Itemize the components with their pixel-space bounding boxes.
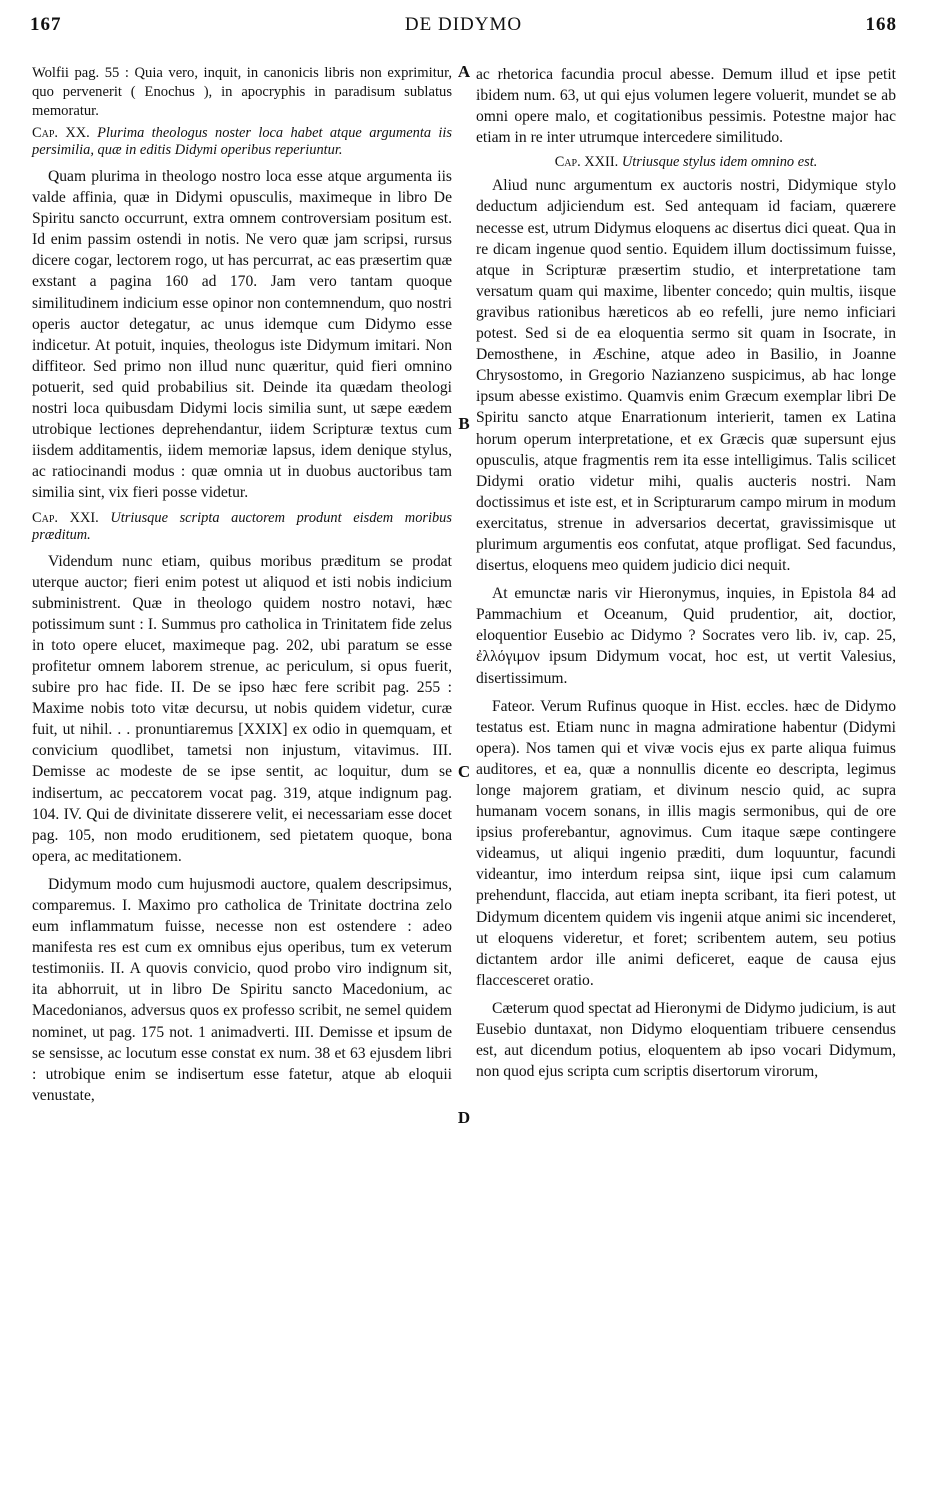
paragraph: Fateor. Verum Rufinus quoque in Hist. eccles. hæc de Didymo testatus est. Etiam nunc in magna admiratione habentur (Didymi opera). Nos tamen qui et vivæ vocis ejus ex parte aliqua fuimus auditores, et ea, quæ a nonnullis dicente eo descripta, legimus longe majorem gratiam, et divinum nescio quid, ac supra humanam vocem sonans, in illis magis sermonibus, qui de ore ipsius proferebantur, agnovimus. Cum itaque sæpe contingere videamus, ut aliqui ingenio præditi, dum loquuntur, facundi videantur, imo interdum reipsa sint, iique ipsi cum calamum prehendunt, flaccida, aut etiam inepta scribant, ita fieri potest, ut Didymum dicentem quidem vis ingenii atque animi sic incenderet, ut eloquens videretur, et foret; scribentem autem, seu potius dictantem ardor ille animi deficeret, eaque de causa ejus flaccesceret oratio. <box>476 697 896 989</box>
chapter-21-number: Cap. XXI. <box>32 509 99 526</box>
chapter-21-title: Utriusque scripta auctorem produnt eisdem moribus præditum. <box>32 509 452 543</box>
chapter-20-title: Plurima theologus noster loca habet atque argumenta iis persimilia, quæ in editis Didymi operibus reperiuntur. <box>32 125 452 158</box>
right-page-number: 168 <box>865 14 897 35</box>
intro-paragraph: Wolfii pag. 55 : Quia vero, inquit, in canonicis libris non exprimitur, quo pervenerit ( Enochus ), in apocryphis in paradisum sublatus memoratur. <box>32 65 452 119</box>
margin-marker-c: C <box>457 762 471 781</box>
paragraph: Aliud nunc argumentum ex auctoris nostri, Didymique stylo deductum adjiciendum est. Sed antequam id faciam, quærere necesse est, utrum Didymus eloquens ac disertus dici queat. Qua in re dicam ingenue quod sentio. Equidem illum doctissimum fuisse, atque in Scripturæ præsertim studio, et interpretatione tam versatum quam qui maxime, libenter concedo; quin multis, iisque gravibus rationibus hæreticos ab eo refelli, jure nemo inficiari potest. Sed si de ea eloquentia sermo sit quam in Isocrate, in Demosthene, in Æschine, atque adeo in Basilio, in Joanne Chrysostomo, in Gregorio Nazianzeno suspicimus, ab hac longe ipsum abesse existimo. Quamvis enim Græcum exemplar libri De Spiritu sancto atque Enarrationum interierit, tamen ex Latina horum operum interpretatione, et ex Græcis quæ supersunt ejus opusculis, atque fragmentis rem ita esse intelligimus. Talis scilicet Didymi oratio videtur mihi, qualis aucteris nostri. Nam doctissimus et iste est, et in Scripturarum campo mirum in modum exercitatus, strenue in adversarios decertat, gravissimisque ut plurimum argumentis eos confutat, atque profligat. Sed facundus, disertus, eloquens meo quidem judicio dici nequit. <box>476 177 896 575</box>
chapter-20-heading <box>32 125 452 159</box>
right-column <box>476 64 896 1082</box>
running-title: DE DIDYMO <box>404 14 523 35</box>
paragraph: ac rhetorica facundia procul abesse. Demum illud et ipse petit ibidem num. 63, ut qui ejus volumen legere voluerit, mundet se ab omni opere malo, et cogitationibus pessimis. Potestne major hac etiam in re inter utrumque intercedere similitudo. <box>476 66 896 147</box>
margin-marker-b: B <box>458 414 470 433</box>
paragraph: Didymum modo cum hujusmodi auctore, qualem descripsimus, comparemus. I. Maximo pro catholica de Trinitate doctrina zelo eum inflammatum fuisse, necesse non est ostendere : adeo manifesta res est cum ex omnibus ejus operibus, tum ex veterum testimoniis. II. A quovis convicio, quod probo viro indignum sit, ita abhorruit, ut in libro De Spiritu sancto Macedonium, ac Macedonianos, adversus quos ex professo scribit, ne semel quidem nominet, ut pag. 175 not. 1 animadverti. III. Demisse et ipsum de se sensisse, ac locutum esse constat ex num. 38 et 63 ejusdem libri : utrobique enim se indisertum esse fatetur, atque ab eloquii venustate, <box>32 875 452 1104</box>
margin-marker-d: D <box>457 1108 471 1127</box>
chapter-20-number: Cap. XX. <box>32 125 90 141</box>
paragraph: Cæterum quod spectat ad Hieronymi de Didymo judicium, is aut Eusebio duntaxat, non Didymo eloquentiam tribuere censendus est, aut dicendum potius, eloquentem ab ipso vocari Didymum, non quod ejus scripta cum scriptis disertorum virorum, <box>476 999 896 1081</box>
chapter-21-heading <box>32 510 452 544</box>
chapter-22-heading <box>476 154 896 171</box>
running-header <box>30 14 897 48</box>
chapter-22-number: Cap. XXII. <box>554 154 619 171</box>
left-column <box>32 64 452 1106</box>
paragraph: At emunctæ naris vir Hieronymus, inquies, in Epistola 84 ad Pammachium et Oceanum, Quid prudentior, ait, doctior, eloquentior Eusebio ac Didymo ? Socrates vero lib. iv, cap. 25, ἐλλόγιμον ipsum Didymum vocat, hoc est, ut vertit Valesius, disertissimum. <box>476 585 896 687</box>
paragraph: Quam plurima in theologo nostro loca esse atque argumenta iis valde affinia, quæ in Didymi opusculis, maximeque in libro De Spiritu sancto occurrunt, extra omnem controversiam positum est. Id enim passim ostendi in notis. Ne vero quæ jam scripsi, rursus dicere cogar, lectorem rogo, ut has percurrat, ac eas præsertim quæ exstant a pagina 160 ad 170. Jam vero tantam quoque similitudinem indicium esse opinor non contemnendum, quo nostri operis auctor detegatur, ac unus idemque cum Didymo esse indicetur. At potuit, inquies, theologus iste Didymum imitari. Non diffiteor. Sed primo non illud nunc quæritur, quid fieri omnino potuerit, sed quid probabilius sit. Deinde ita quædam theologi nostri loca quibusdam Didymi locis similia sunt, ut sæpe eædem utrobique lectiones deprehendantur, iidem Scripturæ textus cum iisdem additamentis, iidem memoriæ lapsus, idem denique stylus, ac ratiocinandi modus : quæ omnia ut in duobus auctoribus tam similia sint, vix fieri posse videtur. <box>32 168 452 502</box>
paragraph: Videndum nunc etiam, quibus moribus præditum se prodat uterque auctor; fieri enim potest ut aliquod et isti nobis indicium subministrent. Quæ in theologo quidem nostro notavi, hæc potissimum sunt : I. Summus pro catholica in Trinitatem fide zelus in toto opere elucet, maximeque pag. 202, ubi paratum se esse profitetur omnem laborem strenue, ac periculum, si opus fuerit, subire pro hac fide. II. De se ipso hæc fere scribit pag. 255 : Maxime nobis toto vitæ decursu, ut nobis quidem videtur, curæ fuit, ut nihil. . . pronuntiaremus [XXIX] ex odio in quemquam, et convicium quodlibet, tametsi non injustum, vitavimus. III. Demisse ac modeste de se ipse sentit, ac loquitur, dum se indisertum, ac peccatorem vocat pag. 319, atque indignum pag. 104. IV. Qui de divinitate disserere velit, ei necessariam esse docet pag. 105, non modo eruditionem, sed pietatem quoque, bona opera, ac meditationem. <box>32 552 452 865</box>
margin-marker-a: A <box>457 62 471 81</box>
left-page-number: 167 <box>30 14 62 35</box>
chapter-22-title: Utriusque stylus idem omnino est. <box>621 154 818 171</box>
